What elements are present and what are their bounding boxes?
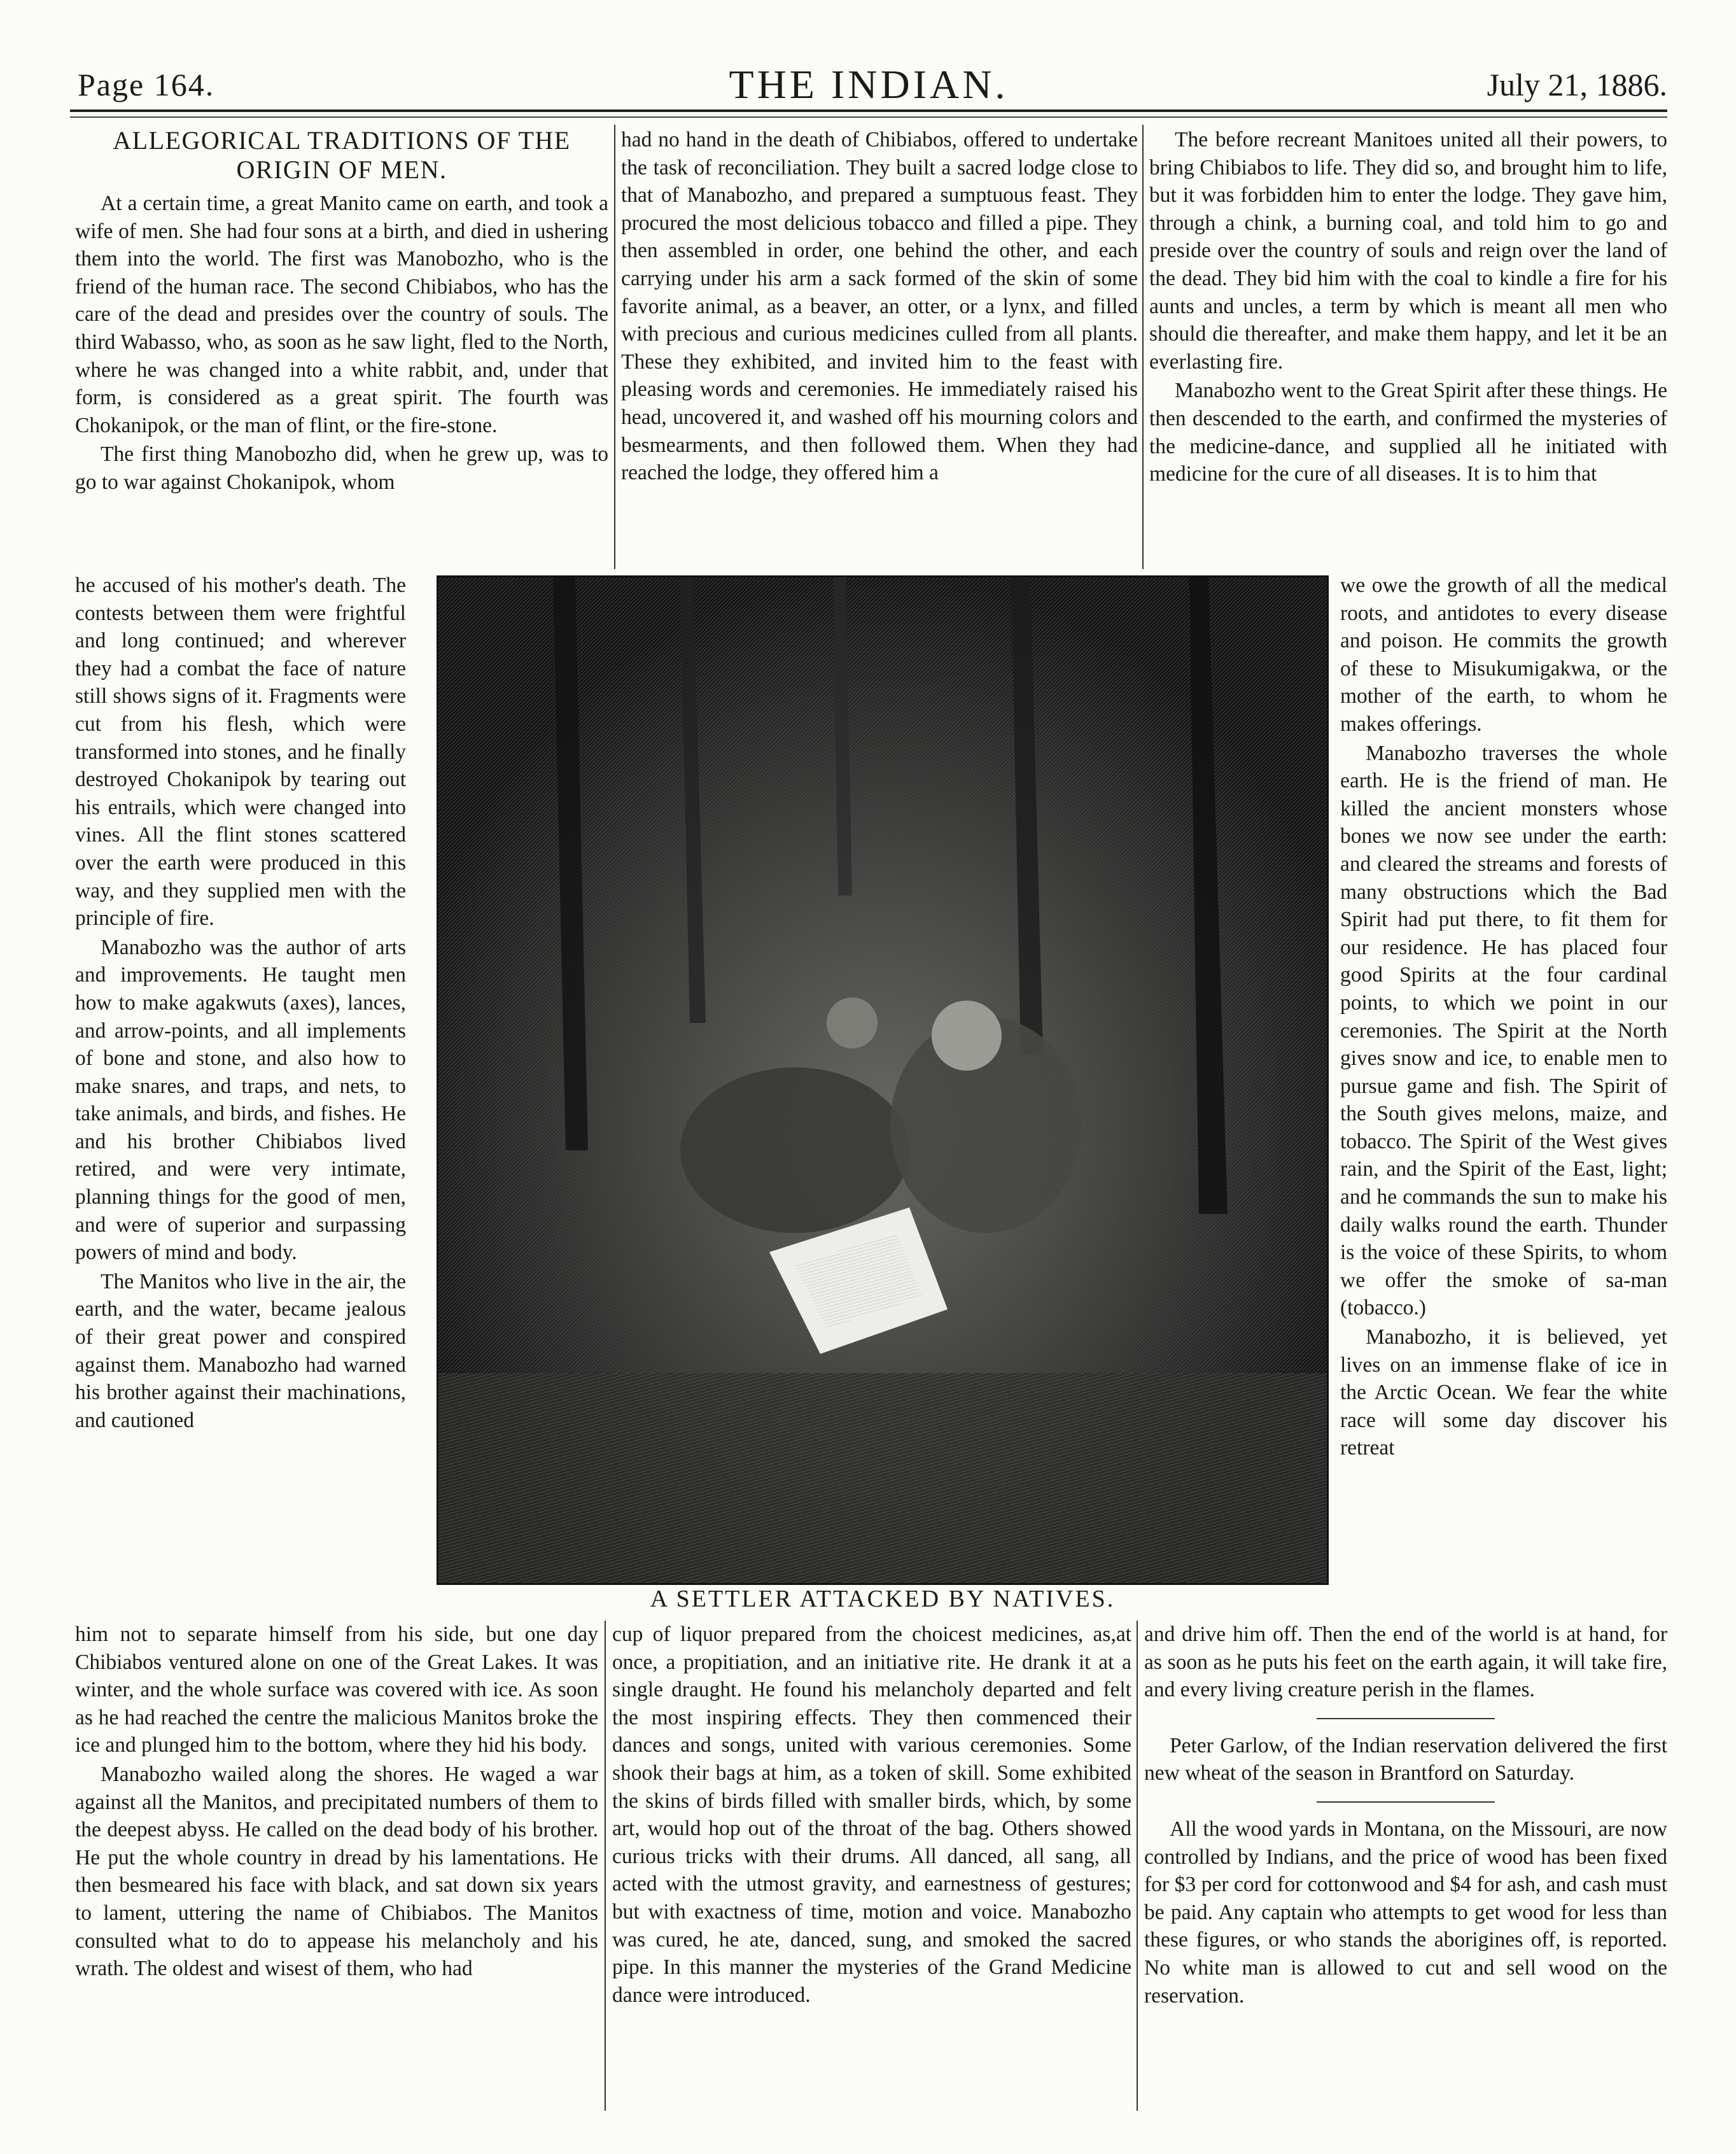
note-separator	[1317, 1718, 1495, 1719]
paragraph: At a certain time, a great Manito came on earth, and took a wife of men. She had four sons at a birth, and died in ushering them into the world. The first was Manobozho, who is the friend of the human race. The second Chibiabos, who has the care of the dead and presides over the country of souls. The third Wabasso, who, as soon as he saw light, fled to the North, where he was changed into a white rabbit, and, under that form, is considered as a great spirit. The fourth was Chokanipok, or the man of flint, or the fire-stone.	[75, 192, 608, 437]
news-note: All the wood yards in Montana, on the Missouri, are now controlled by Indians, and the price of wood has been fixed for $3 per cord for cottonwood and $4 for ash, and cash must be paid. Any captain who attempts to get wood for less than these figures, or who stands the aborigines off, is reported. No white man is allowed to cut and sell wood on the reservation.	[1144, 1817, 1667, 2008]
paragraph: we owe the growth of all the medical roots, and antidotes to every disease and poison. He commits the growth of these to Misukumigakwa, or the mother of the earth, to whom he makes offerings.	[1340, 574, 1667, 736]
paragraph: Manabozho went to the Great Spirit after these things. He then descended to the earth, and confirmed the mysteries of the medicine-dance, and supplied all he initiated with medicine for the cure of all diseases. It is to him that	[1149, 379, 1667, 486]
article-column-2-top	[621, 126, 1138, 572]
article-column-3-top	[1149, 126, 1667, 572]
article-column-1-bottom	[75, 1621, 598, 2130]
page-header	[70, 61, 1667, 116]
news-note: Peter Garlow, of the Indian reservation delivered the first new wheat of the season in Brantford on Saturday.	[1144, 1733, 1667, 1785]
column-divider	[1137, 1621, 1138, 2111]
paragraph: Manabozho was the author of arts and improvements. He taught men how to make agakwuts (axes), lances, and arrow-points, and all implements of bone and stone, and also how to make snares, and traps, and nets, to take animals, and birds, and fishes. He and his brother Chibiabos lived retired, and were very intimate, planning things for the good of men, and were of superior and surpassing powers of mind and body.	[75, 935, 406, 1265]
paragraph: The first thing Manobozho did, when he grew up, was to go to war against Chokanipok, whom	[75, 442, 608, 494]
paragraph: cup of liquor prepared from the choicest medicines, as,at once, a propitiation, and an initiative rite. He drank it at a single draught. He found his melancholy departed and felt the most inspiring effects. They then commenced their dances and songs, united with various ceremonies. Some shook their bags at him, as a token of skill. Some exhibited the skins of birds filled with smaller birds, which, by some art, would hop out of the throat of the bag. Others showed curious tricks with their drums. All danced, all sang, all acted with the utmost gravity, and earnestness of gestures; but with exactness of time, motion and voice. Manabozho was cured, he ate, danced, sung, and smoked the sacred pipe. In this manner the mysteries of the Grand Medicine dance were introduced.	[612, 1623, 1131, 2007]
illustration-caption: A SETTLER ATTACKED BY NATIVES.	[650, 1586, 1116, 1612]
paragraph: him not to separate himself from his side, but one day Chibiabos ventured alone on one of the Great Lakes. It was winter, and the whole surface was covered with ice. As soon as he had reached the centre the malicious Manitos broke the ice and plunged him to the bottom, where they hid his body.	[75, 1623, 598, 1757]
paragraph: Manabozho wailed along the shores. He waged a war against all the Manitos, and precipitated numbers of them to the deepest abyss. He called on the dead body of his brother. He put the whole country in dread by his lamentations. He then besmeared his face with black, and sat down six years to lament, uttering the name of Chibiabos. The Manitos consulted what to do to appease his melancholy and his wrath. The oldest and wisest of them, who had	[75, 1762, 598, 1981]
paragraph: The before recreant Manitoes united all their powers, to bring Chibiabos to life. They did so, and brought him to life, but it was forbidden him to enter the lodge. They gave him, through a chink, a burning coal, and told him to go and preside over the country of souls and reign over the land of the dead. They bid him with the coal to kindle a fire for his aunts and uncles, a term by which is meant all men who should die thereafter, and make them happy, and let it be an everlasting fire.	[1149, 128, 1667, 374]
issue-date: July 21, 1886.	[1487, 67, 1667, 102]
paragraph: Manabozho traverses the whole earth. He is the friend of man. He killed the ancient monsters whose bones we now see under the earth: and cleared the streams and forests of many obstructions which the Bad Spirit had put there, to fit them for our residence. He has placed four good Spirits at the four cardinal points, to which we point in our ceremonies. The Spirit at the North gives snow and ice, to enable men to pursue game and fish. The Spirit of the South gives melons, maize, and tobacco. The Spirit of the West gives rain, and the Spirit of the East, light; and he commands the sun to make his daily walks round the earth. Thunder is the voice of these Spirits, to whom we offer the smoke of sa-man (tobacco.)	[1340, 741, 1667, 1320]
paragraph: he accused of his mother's death. The contests between them were frightful and long continued; and wherever they had a combat the face of nature still shows signs of it. Fragments were cut from his flesh, which were transformed into stones, and he finally destroyed Chokanipok by tearing out his entrails, which were changed into vines. All the flint stones scattered over the earth were produced in this way, and they supplied men with the principle of fire.	[75, 574, 406, 931]
column-divider	[614, 125, 615, 569]
article-title: ALLEGORICAL TRADITIONS OF THE ORIGIN OF MEN.	[113, 126, 571, 184]
article-column-3-narrow	[1340, 572, 1667, 1621]
column-divider	[1142, 125, 1144, 569]
newspaper-title: THE INDIAN.	[729, 62, 1009, 107]
article-column-2-bottom	[612, 1621, 1131, 2130]
header-rule-thin	[70, 116, 1667, 118]
note-separator	[1317, 1801, 1495, 1803]
engraving-illustration	[437, 575, 1329, 1585]
paragraph: The Manitos who live in the air, the earth, and the water, became jealous of their great power and conspired against them. Manabozho had warned his brother against their machinations, and cautioned	[75, 1269, 406, 1432]
column-divider	[605, 1621, 606, 2111]
paragraph: had no hand in the death of Chibiabos, offered to undertake the task of reconciliation. They built a sacred lodge close to that of Manabozho, and prepared a sumptuous feast. They procured the most delicious tobacco and filled a pipe. They then assembled in order, one behind the other, and each carrying under his arm a sack formed of the skin of some favorite animal, as a beaver, an otter, or a lynx, and filled with precious and curious medicines culled from all plants. These they exhibited, and invited him to the feast with pleasing words and ceremonies. He immediately raised his head, uncovered it, and washed off his mourning colors and besmearments, and then followed them. When they had reached the lodge, they offered him a	[621, 128, 1138, 485]
page-number: Page 164.	[78, 67, 215, 102]
article-column-1-narrow	[75, 572, 406, 1617]
forest-scene-image	[438, 577, 1327, 1583]
article-column-3-bottom	[1144, 1621, 1667, 2130]
paragraph: and drive him off. Then the end of the world is at hand, for as soon as he puts his feet on the earth again, it will take fire, and every living creature perish in the flames.	[1144, 1623, 1667, 1702]
header-rule	[70, 109, 1667, 112]
article-column-1-top	[75, 126, 608, 572]
paragraph: Manabozho, it is believed, yet lives on an immense flake of ice in the Arctic Ocean. We fear the white race will some day discover his retreat	[1340, 1325, 1667, 1460]
